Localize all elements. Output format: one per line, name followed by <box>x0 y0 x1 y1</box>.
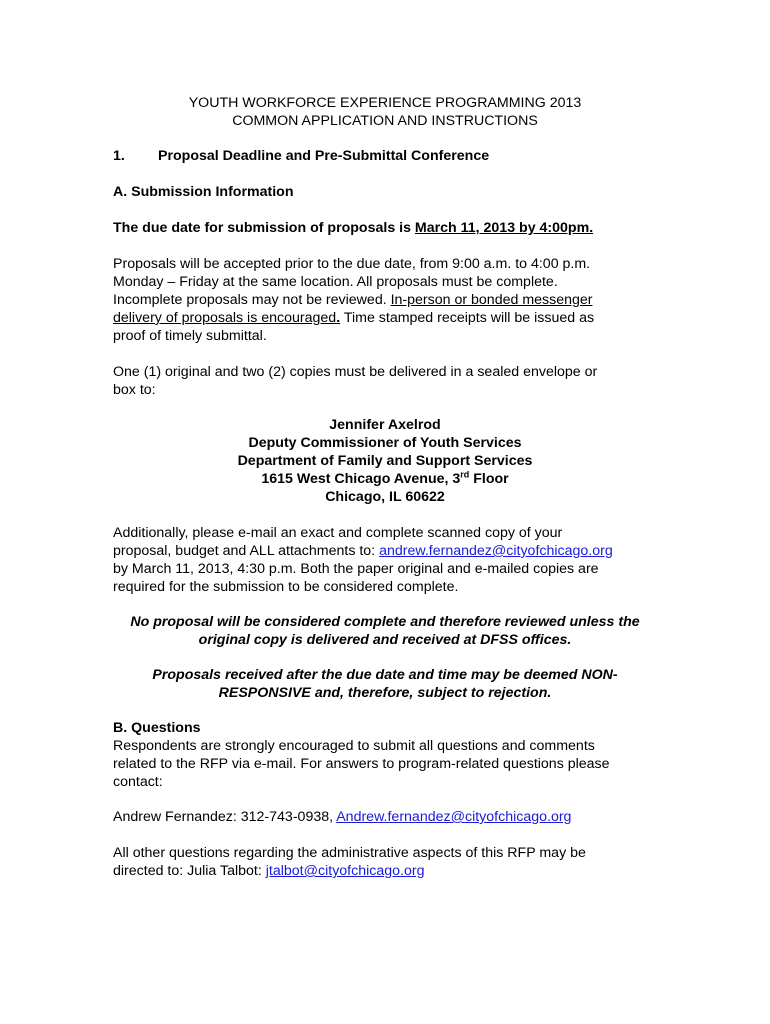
due-date-value: March 11, 2013 by 4:00pm. <box>414 220 594 236</box>
contact-name-phone: Andrew Fernandez: 312-743-0938, <box>113 809 337 825</box>
paragraph-2-line-2: box to: <box>113 382 156 398</box>
due-date-line <box>113 219 593 237</box>
other-questions-text: directed to: Julia Talbot: <box>113 863 266 879</box>
talbot-email-link[interactable]: jtalbot@cityofchicago.org <box>265 863 425 879</box>
other-questions-line-1: All other questions regarding the administrative aspects of this RFP may be <box>113 845 586 861</box>
warning-2-line-2: RESPONSIVE and, therefore, subject to rejection. <box>218 685 552 701</box>
paragraph-1-line-2: Monday – Friday at the same location. All proposals must be complete. <box>113 274 558 290</box>
section-1-title: Proposal Deadline and Pre-Submittal Conference <box>158 148 490 164</box>
paragraph-3-line-2 <box>113 542 613 560</box>
delivery-note-underlined: In-person or bonded messenger <box>390 292 593 308</box>
section-b-heading: B. Questions <box>113 720 201 736</box>
paragraph-1-line-3 <box>113 291 593 309</box>
address-title: Deputy Commissioner of Youth Services <box>248 435 522 451</box>
address-floor-suffix: rd <box>460 469 470 480</box>
address-department: Department of Family and Support Services <box>237 453 533 469</box>
submission-email-link[interactable]: andrew.fernandez@cityofchicago.org <box>379 543 613 559</box>
delivery-note-period: . <box>336 310 341 326</box>
paragraph-2-line-1: One (1) original and two (2) copies must be delivered in a sealed envelope or <box>113 364 598 380</box>
section-1-number: 1. <box>113 148 125 164</box>
paragraph-1-line-4-text: Time stamped receipts will be issued as <box>340 310 595 326</box>
address-street-text: 1615 West Chicago Avenue, 3 <box>261 471 461 487</box>
paragraph-1-line-3-text: Incomplete proposals may not be reviewed. <box>113 292 391 308</box>
warning-2-line-1: Proposals received after the due date and time may be deemed NON- <box>152 667 618 683</box>
delivery-note-underlined-2: delivery of proposals is encouraged <box>113 310 337 326</box>
paragraph-3-line-1: Additionally, please e-mail an exact and complete scanned copy of your <box>113 525 563 541</box>
warning-1-line-2: original copy is delivered and received at DFSS offices. <box>198 632 572 648</box>
contact-email-link[interactable]: Andrew.fernandez@cityofchicago.org <box>336 809 572 825</box>
title-line-1: YOUTH WORKFORCE EXPERIENCE PROGRAMMING 2013 <box>188 95 582 111</box>
address-name: Jennifer Axelrod <box>329 417 441 433</box>
paragraph-1-line-1: Proposals will be accepted prior to the due date, from 9:00 a.m. to 4:00 p.m. <box>113 256 591 272</box>
warning-1-line-1: No proposal will be considered complete and therefore reviewed unless the <box>130 614 640 630</box>
questions-line-2: related to the RFP via e-mail. For answers to program-related questions please <box>113 756 610 772</box>
paragraph-3-line-2-text: proposal, budget and ALL attachments to: <box>113 543 380 559</box>
questions-line-1: Respondents are strongly encouraged to submit all questions and comments <box>113 738 595 754</box>
questions-line-3: contact: <box>113 774 163 790</box>
title-line-2: COMMON APPLICATION AND INSTRUCTIONS <box>232 113 538 129</box>
other-questions-line-2 <box>113 862 424 880</box>
due-date-prefix: The due date for submission of proposals is <box>113 220 415 236</box>
paragraph-1-line-5: proof of timely submittal. <box>113 328 267 344</box>
address-city: Chicago, IL 60622 <box>325 489 445 505</box>
paragraph-3-line-4: required for the submission to be considered complete. <box>113 579 459 595</box>
paragraph-1-line-4 <box>113 309 594 327</box>
section-a-heading: A. Submission Information <box>113 184 294 200</box>
contact-line <box>113 808 571 826</box>
paragraph-3-line-3: by March 11, 2013, 4:30 p.m. Both the paper original and e-mailed copies are <box>113 561 599 577</box>
address-street <box>0 470 770 488</box>
address-floor-text: Floor <box>469 471 509 487</box>
